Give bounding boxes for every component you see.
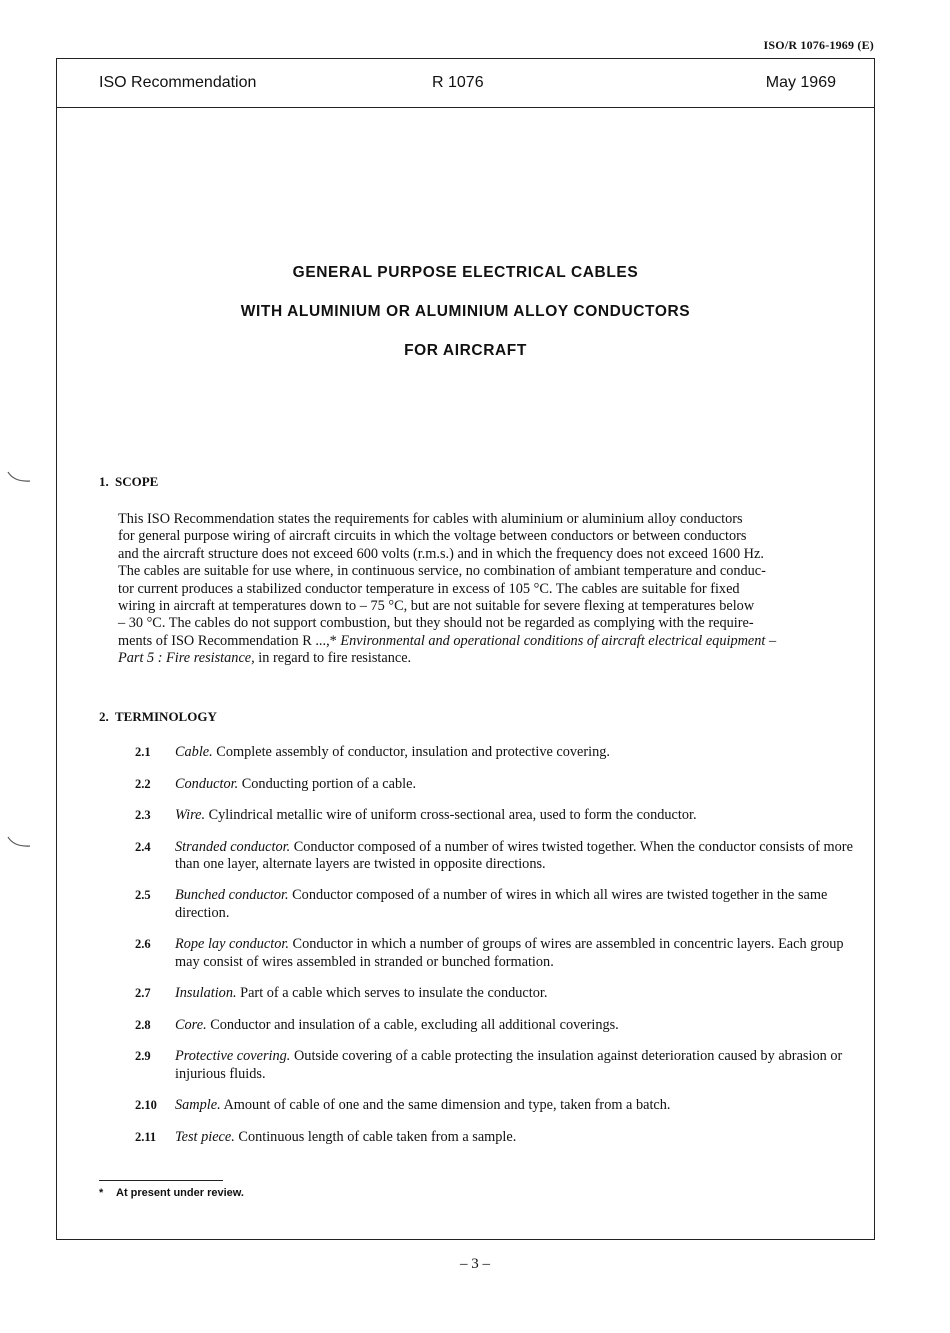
term-body [175, 776, 855, 793]
scope-line: for general purpose wiring of aircraft circuits in which the voltage between conductors or between conductors [118, 528, 747, 545]
term-number: 2.5 [135, 888, 151, 903]
header-left: ISO Recommendation [99, 74, 257, 91]
term-body [175, 985, 855, 1002]
scope-line: tor current produces a stabilized conductor temperature in excess of 105 °C. The cables are suitable for fixed [118, 580, 740, 597]
title-line-1: GENERAL PURPOSE ELECTRICAL CABLES [292, 264, 639, 281]
term-definition: Cylindrical metallic wire of uniform cross-sectional area, used to form the conductor. [205, 807, 697, 823]
scope-line [118, 650, 854, 667]
term-body [175, 1097, 855, 1114]
term-item [135, 744, 855, 761]
term-body [175, 936, 855, 971]
section-title: SCOPE [115, 474, 159, 489]
footnote-divider [99, 1180, 223, 1181]
scope-reference-title: Environmental and operational conditions of aircraft electrical equipment – [340, 632, 777, 649]
header-bar [57, 59, 874, 108]
term-item [135, 807, 855, 824]
section-heading-scope [99, 474, 158, 490]
term-word: Conductor. [175, 775, 239, 792]
term-word: Wire. [175, 807, 206, 823]
term-item [135, 985, 855, 1002]
term-body [175, 839, 855, 874]
term-definition: Conductor composed of a number of wires twisted together. When the conductor consists of more than one layer, alternate layers are twisted in opposite directions. [175, 838, 853, 872]
scope-paragraph [118, 511, 854, 668]
term-definition: Amount of cable of one and the same dimension and type, taken from a batch. [220, 1097, 671, 1114]
term-word: Rope lay conductor. [175, 936, 289, 953]
term-word: Bunched conductor. [175, 887, 289, 904]
section-number: 1. [99, 474, 109, 489]
terminology-list [135, 744, 855, 1160]
term-word: Test piece. [175, 1128, 235, 1145]
footnote [99, 1187, 244, 1199]
term-word: Cable. [175, 744, 213, 760]
term-word: Stranded conductor. [175, 838, 291, 855]
page-frame [56, 58, 875, 1240]
punch-mark-icon [6, 835, 32, 849]
term-item [135, 887, 855, 922]
term-definition: Complete assembly of conductor, insulation and protective covering. [212, 744, 610, 760]
term-item [135, 839, 855, 874]
term-number: 2.10 [135, 1098, 157, 1113]
punch-mark-icon [6, 470, 32, 484]
scope-line: and the aircraft structure does not exceed 600 volts (r.m.s.) and in which the frequency does not exceed 1600 Hz. [118, 545, 764, 562]
term-body [175, 744, 855, 761]
term-body [175, 1017, 855, 1034]
term-number: 2.11 [135, 1129, 157, 1144]
term-number: 2.3 [135, 808, 151, 822]
page-number: – 3 – [460, 1256, 490, 1272]
term-number: 2.8 [135, 1017, 151, 1032]
section-title: TERMINOLOGY [115, 709, 217, 724]
term-item [135, 1097, 855, 1114]
scope-line: – 30 °C. The cables do not support combustion, but they should not be regarded as complying with the require- [118, 615, 754, 632]
term-body [175, 807, 855, 824]
term-item [135, 1129, 855, 1146]
term-item [135, 1048, 855, 1083]
term-definition: Outside covering of a cable protecting the insulation against deterioration caused by abrasion or injurious fluids. [175, 1048, 843, 1082]
term-number: 2.9 [135, 1049, 151, 1064]
footnote-marker: * [99, 1187, 104, 1199]
term-item [135, 936, 855, 971]
term-number: 2.4 [135, 839, 151, 854]
scope-text: in regard to fire resistance. [254, 650, 412, 667]
term-word: Insulation. [175, 985, 237, 1002]
term-body [175, 1048, 855, 1083]
header-date: May 1969 [765, 74, 836, 91]
term-item [135, 1017, 855, 1034]
term-definition: Part of a cable which serves to insulate the conductor. [236, 985, 548, 1002]
term-definition: Conductor in which a number of groups of wires are assembled in concentric layers. Each group may consist of wires assembled in stranded or bunched formation. [175, 936, 844, 970]
scope-line: wiring in aircraft at temperatures down to – 75 °C, but are not suitable for severe flexing at temperatures below [118, 598, 755, 615]
term-definition: Conducting portion of a cable. [238, 775, 417, 792]
term-definition: Conductor and insulation of a cable, excluding all additional coverings. [206, 1016, 619, 1033]
section-heading-terminology [99, 709, 217, 725]
document-code: ISO/R 1076-1969 (E) [763, 38, 874, 52]
term-number: 2.2 [135, 776, 151, 791]
term-body [175, 887, 855, 922]
term-number: 2.7 [135, 986, 151, 1001]
header-middle: R 1076 [432, 74, 484, 91]
term-word: Protective covering. [175, 1048, 291, 1065]
term-word: Sample. [175, 1097, 221, 1114]
term-definition: Conductor composed of a number of wires in which all wires are twisted together in the same direction. [175, 887, 828, 921]
term-word: Core. [175, 1016, 207, 1033]
term-item [135, 776, 855, 793]
term-number: 2.6 [135, 937, 151, 952]
scope-line: This ISO Recommendation states the requirements for cables with aluminium or aluminium alloy conductors [118, 511, 743, 527]
title-line-3: FOR AIRCRAFT [404, 342, 527, 359]
term-definition: Continuous length of cable taken from a sample. [234, 1128, 517, 1145]
section-number: 2. [99, 709, 109, 724]
footnote-text: At present under review. [116, 1187, 244, 1199]
scope-line: The cables are suitable for use where, in continuous service, no combination of ambiant temperature and conduc- [118, 563, 766, 580]
scope-line [118, 633, 854, 650]
scope-text: ments of ISO Recommendation R ...,* [118, 632, 341, 649]
scope-reference-part: Part 5 : Fire resistance, [118, 650, 255, 667]
term-number: 2.1 [135, 745, 151, 759]
term-body [175, 1129, 855, 1146]
title-line-2: WITH ALUMINIUM OR ALUMINIUM ALLOY CONDUCTORS [240, 303, 691, 320]
